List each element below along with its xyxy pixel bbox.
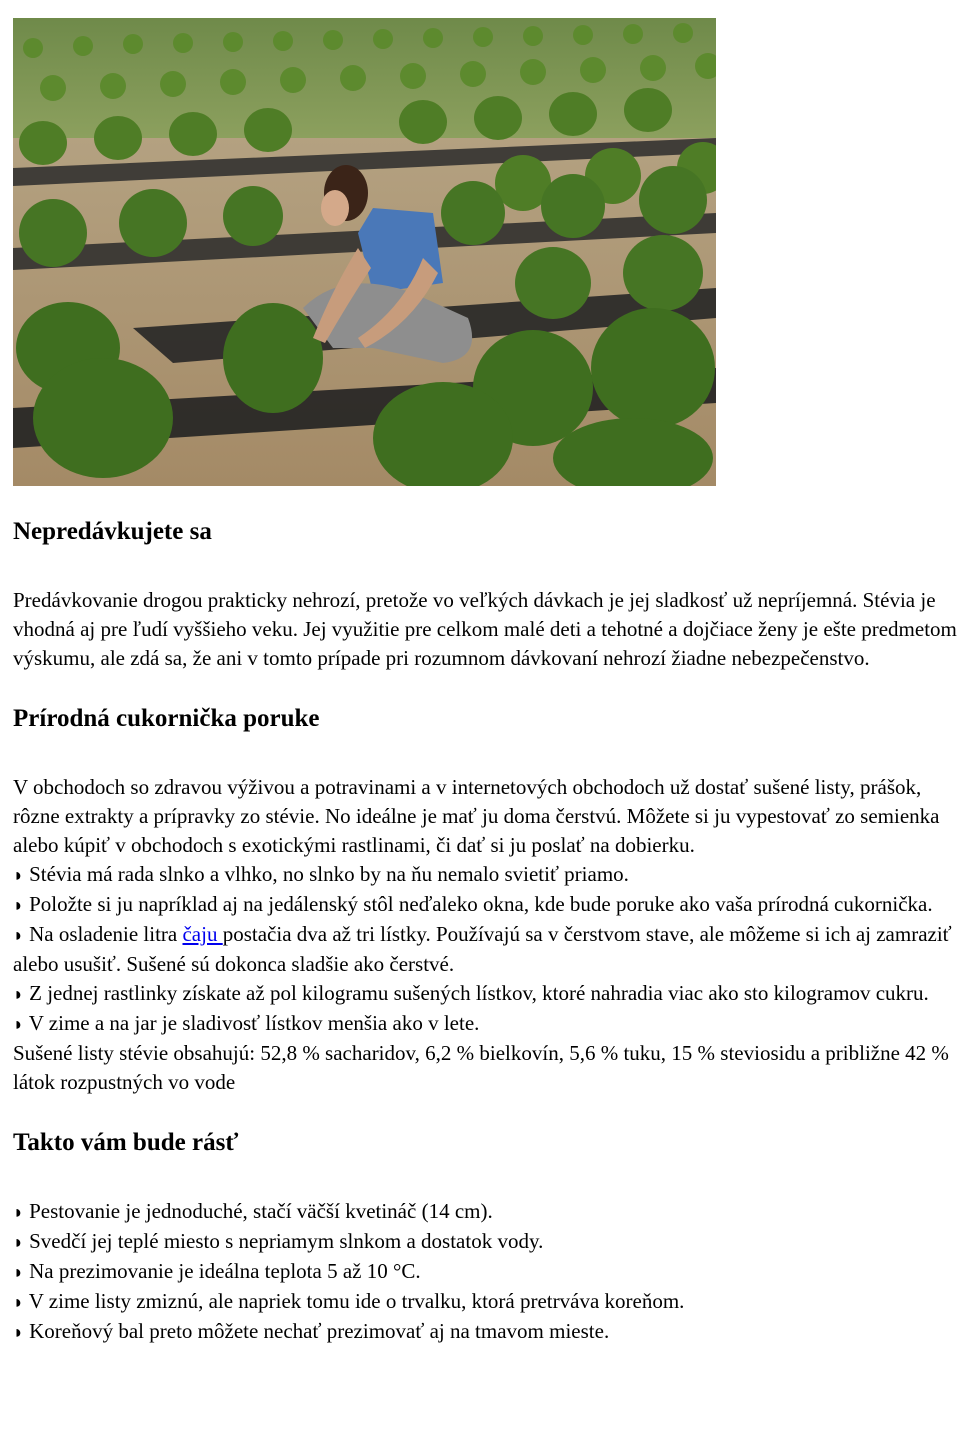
list-item-text-after-link: postačia dva až tri lístky. Používajú sa v čerstvom stave, ale môžeme si ich aj zamraziť alebo usušiť. Sušené sú dokonca sladšie ako čerstvé. xyxy=(13,922,952,976)
list-item xyxy=(13,1287,958,1317)
list-item-text: Pestovanie je jednoduché, stačí väčší kvetináč (14 cm). xyxy=(29,1199,493,1223)
bullet-icon: ◗ xyxy=(13,1232,24,1252)
bullet-icon: ◗ xyxy=(13,1014,24,1034)
list-item-text: Z jednej rastlinky získate až pol kilogramu sušených lístkov, ktoré nahradia viac ako sto kilogramov cukru. xyxy=(29,981,929,1005)
list-item xyxy=(13,920,958,979)
bullet-icon: ◗ xyxy=(13,895,24,915)
bullet-icon: ◗ xyxy=(13,865,24,885)
list-item-text: Koreňový bal preto môžete nechať prezimovať aj na tmavom mieste. xyxy=(29,1319,610,1343)
list-item xyxy=(13,1009,958,1039)
list-item-text: Na prezimovanie je ideálna teplota 5 až 10 °C. xyxy=(29,1259,421,1283)
list-item xyxy=(13,1227,958,1257)
list-item xyxy=(13,1257,958,1287)
list-item xyxy=(13,890,958,920)
bullet-icon: ◗ xyxy=(13,1202,24,1222)
bullet-icon: ◗ xyxy=(13,1262,24,1282)
list-item-text: Stévia má rada slnko a vlhko, no slnko by na ňu nemalo svietiť priamo. xyxy=(29,862,629,886)
section-intro: V obchodoch so zdravou výživou a potravinami a v internetových obchodoch už dostať sušené listy, prášok, rôzne extrakty a prípravky zo stévie. No ideálne je mať ju doma čerstvú. Môžete si ju vypestovať zo semienka alebo kúpiť v obchodoch s exotickými rastlinami, či dať si ju poslať na dobierku. xyxy=(13,775,940,857)
list-item xyxy=(13,860,958,890)
caju-link[interactable]: čaju xyxy=(182,922,223,946)
article xyxy=(13,18,958,1347)
section-heading: Prírodná cukornička poruke xyxy=(13,705,320,732)
list-item-text-before-link: Na osladenie litra xyxy=(29,922,183,946)
list-item-text: Svedčí jej teplé miesto s nepriamym slnkom a dostatok vody. xyxy=(29,1229,544,1253)
section-body xyxy=(13,773,958,1097)
section-heading: Nepredávkujete sa xyxy=(13,518,212,545)
stevia-field-photo xyxy=(13,18,716,486)
list-item xyxy=(13,979,958,1009)
list-item xyxy=(13,1317,958,1347)
section-paragraph: Predávkovanie drogou prakticky nehrozí, pretože vo veľkých dávkach je jej sladkosť už nepríjemná. Stévia je vhodná aj pre ľudí vyššieho veku. Jej využitie pre celkom malé deti a tehotné a dojčiace ženy je ešte predmetom výskumu, ale zdá sa, že ani v tomto prípade pri rozumnom dávkovaní nehrozí žiadne nebezpečenstvo. xyxy=(13,588,957,670)
bullet-icon: ◗ xyxy=(13,925,24,945)
list-item-text: Položte si ju napríklad aj na jedálenský stôl neďaleko okna, kde bude poruke ako vaša prírodná cukornička. xyxy=(29,892,933,916)
list-item-text: V zime listy zmiznú, ale napriek tomu ide o trvalku, ktorá pretrváva koreňom. xyxy=(28,1289,685,1313)
bullet-icon: ◗ xyxy=(13,1322,24,1342)
section-closing: Sušené listy stévie obsahujú: 52,8 % sacharidov, 6,2 % bielkovín, 5,6 % tuku, 15 % steviosidu a približne 42 % látok rozpustných vo vode xyxy=(13,1041,949,1094)
section-body xyxy=(13,1197,958,1347)
bullet-icon: ◗ xyxy=(13,1292,24,1312)
list-item xyxy=(13,1197,958,1227)
list-item-text: V zime a na jar je sladivosť lístkov menšia ako v lete. xyxy=(28,1011,480,1035)
bullet-icon: ◗ xyxy=(13,984,24,1004)
section-heading: Takto vám bude rásť xyxy=(13,1129,239,1156)
